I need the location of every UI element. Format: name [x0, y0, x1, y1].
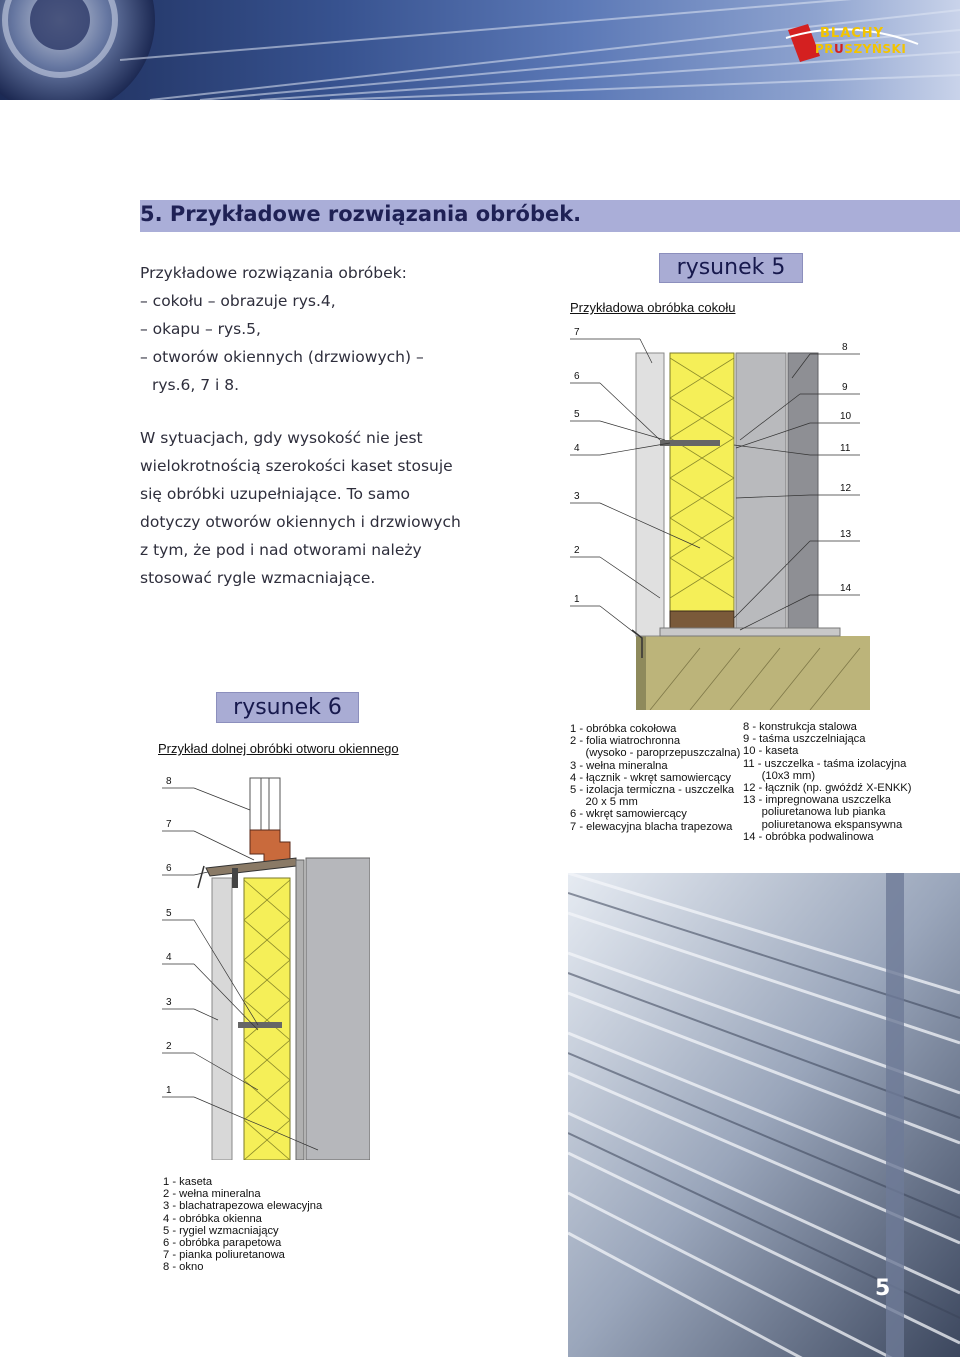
fig5-label-14: 14 [840, 583, 852, 594]
figure5-legend-left: 1 - obróbka cokołowa 2 - folia wiatrochronna (wysoko - paroprzepuszczalna) 3 - wełna mineralna 4 - łącznik - wkręt samowiercący 5 - izolacja termiczna - uszczelka 20 x 5 mm 6 - wkręt samowiercący 7 - elewacyjna blacha trapezowa [570, 723, 741, 833]
steel-structure [788, 353, 818, 631]
fig6-label-4: 4 [166, 952, 172, 963]
fig6-label-6: 6 [166, 863, 172, 874]
figure6-legend: 1 - kaseta 2 - wełna mineralna 3 - blachatrapezowa elewacyjna 4 - obróbka okienna 5 - rygiel wzmacniający 6 - obróbka parapetowa 7 - pianka poliuretanowa 8 - okno [163, 1176, 323, 1274]
intro-line: rys.6, 7 i 8. [152, 376, 240, 394]
paragraph-line: z tym, że pod i nad otworami należy [140, 541, 422, 559]
intro-line: – okapu – rys.5, [140, 320, 261, 338]
connector-top [232, 868, 238, 888]
fig5-label-3: 3 [574, 491, 580, 502]
paragraph-line: stosować rygle wzmacniające. [140, 569, 376, 587]
section-title: 5. Przykładowe rozwiązania obróbek. [140, 202, 582, 226]
paragraph-line: dotyczy otworów okiennych i drzwiowych [140, 513, 461, 531]
sill-flashing [206, 858, 296, 876]
fig6-label-7: 7 [166, 819, 172, 830]
reinforcing-beam [238, 1022, 282, 1028]
fig5-label-12: 12 [840, 483, 852, 494]
figure6-badge: rysunek 6 [216, 692, 359, 723]
fig6-label-5: 5 [166, 908, 172, 919]
fig6-label-8: 8 [166, 776, 172, 787]
figure5-caption: Przykładowa obróbka cokołu [570, 300, 736, 315]
intro-list [140, 259, 424, 399]
logo-text-line2: PRUSZYŃSKI [815, 42, 907, 56]
cassette-inner [736, 353, 786, 631]
cassette-edge [296, 860, 304, 1160]
paragraph-line: się obróbki uzupełniające. To samo [140, 485, 411, 503]
figure5-drawing [560, 318, 870, 710]
cassette [306, 858, 370, 1160]
fig6-label-2: 2 [166, 1041, 172, 1052]
foundation-block [636, 636, 870, 710]
insulation [244, 878, 290, 1160]
paragraph-line: W sytuacjach, gdy wysokość nie jest [140, 429, 423, 447]
paragraph-line: wielokrotnością szerokości kaset stosuje [140, 457, 453, 475]
plinth-flashing [660, 628, 840, 636]
fig5-label-6: 6 [574, 371, 580, 382]
fig5-label-11: 11 [840, 443, 851, 454]
fig5-label-8: 8 [842, 342, 848, 353]
fig5-label-1: 1 [574, 594, 580, 605]
fig5-label-7: 7 [574, 327, 580, 338]
intro-line: – otworów okiennych (drzwiowych) – [140, 348, 424, 366]
fig5-label-9: 9 [842, 382, 848, 393]
intro-paragraph [140, 424, 461, 592]
ground-strip [636, 636, 646, 710]
page-number: 5 [875, 1276, 891, 1301]
fig5-label-5: 5 [574, 409, 580, 420]
fig5-label-10: 10 [840, 411, 852, 422]
figure6-drawing [158, 770, 370, 1160]
fig5-label-4: 4 [574, 443, 580, 454]
fig6-label-3: 3 [166, 997, 172, 1008]
logo-text-line1: BLACHY [820, 26, 885, 41]
cladding-photo [568, 873, 960, 1357]
cladding-photo-stripes [568, 873, 960, 1357]
fig5-label-2: 2 [574, 545, 580, 556]
figure5-badge: rysunek 5 [659, 253, 803, 283]
trapezoidal-cladding [636, 353, 664, 636]
brand-logo [780, 18, 920, 66]
intro-line: – cokołu – obrazuje rys.4, [140, 292, 336, 310]
figure5-legend-right: 8 - konstrukcja stalowa 9 - taśma uszczelniająca 10 - kaseta 11 - uszczelka - taśma izolacyjna (10x3 mm) 12 - łącznik (np. gwóźdź X-ENKK) 13 - impregnowana uszczelka poliuretanowa lub pianka poliuretanowa ekspansywna 14 - obróbka podwalinowa [743, 721, 912, 843]
fig6-label-1: 1 [166, 1085, 172, 1096]
figure6-caption: Przykład dolnej obróbki otworu okiennego [158, 741, 399, 756]
intro-line: Przykładowe rozwiązania obróbek: [140, 264, 407, 282]
window-frame [250, 830, 290, 862]
fig5-label-13: 13 [840, 529, 852, 540]
